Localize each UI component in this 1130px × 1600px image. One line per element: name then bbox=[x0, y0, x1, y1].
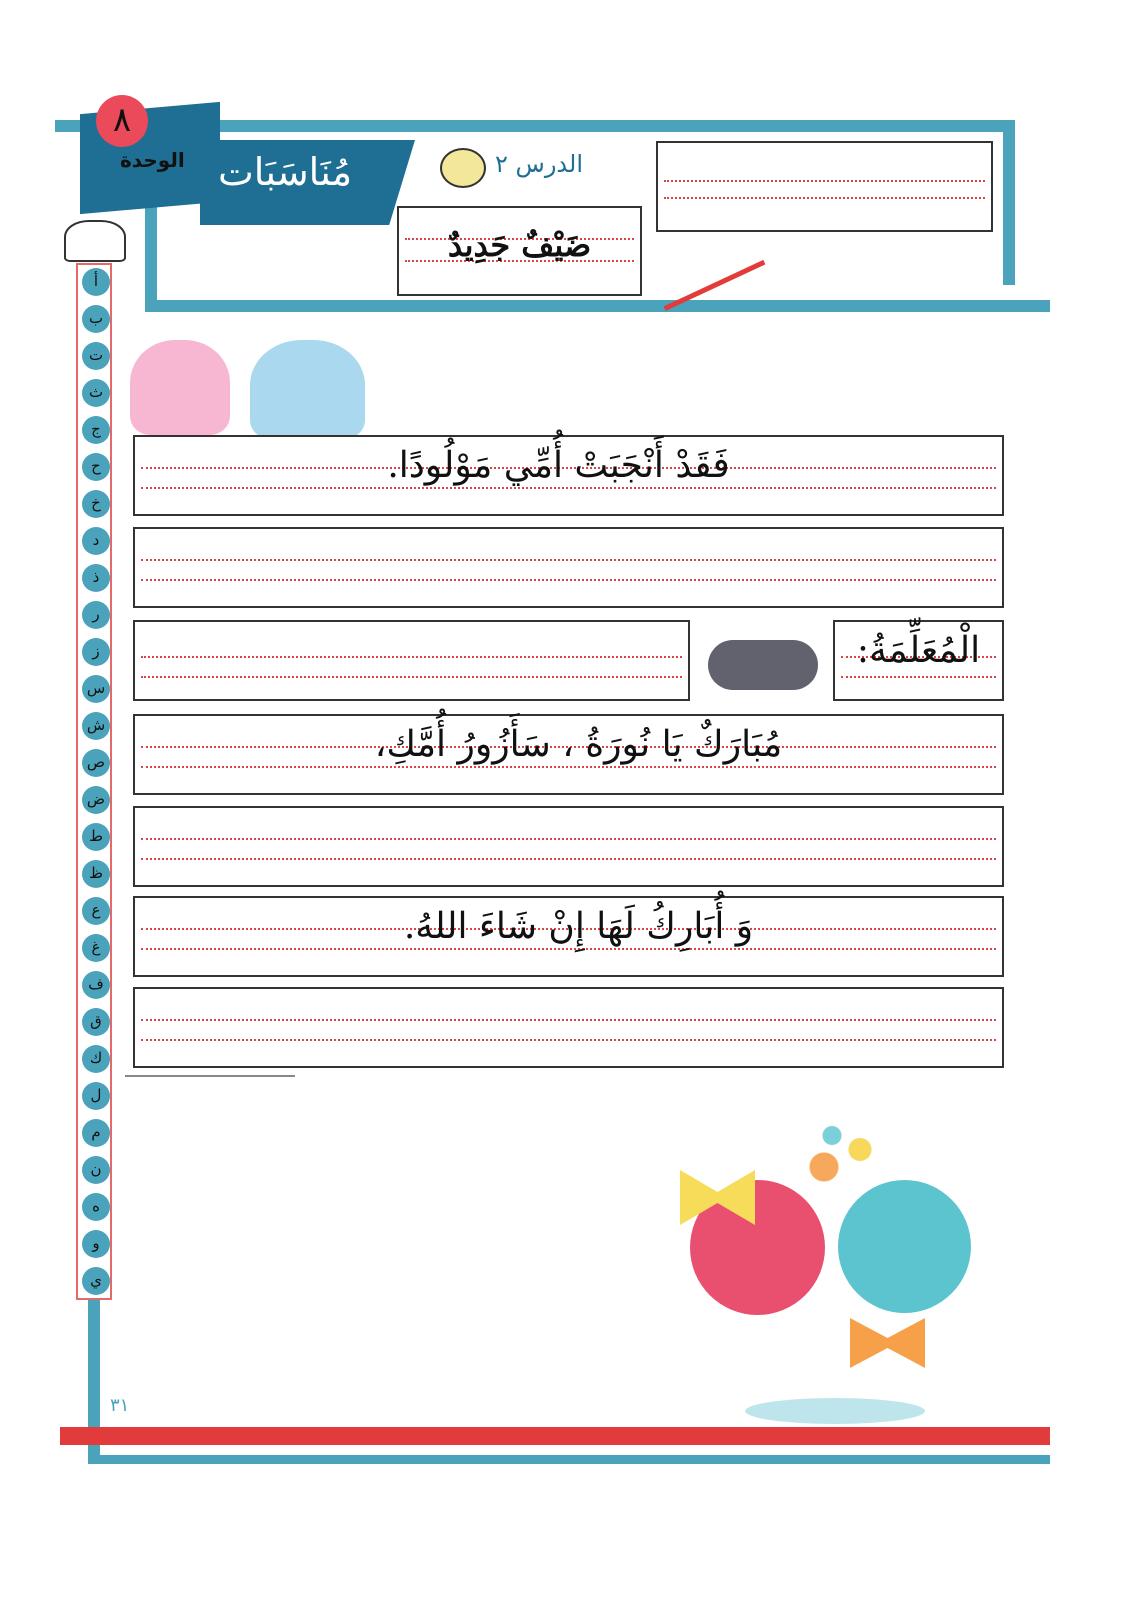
alphabet-letter: ك bbox=[82, 1045, 110, 1073]
unit-title: مُنَاسَبَات bbox=[218, 150, 353, 194]
alphabet-letter: ظ bbox=[82, 860, 110, 888]
blue-lollipop-icon bbox=[838, 1180, 971, 1313]
alphabet-letter: غ bbox=[82, 934, 110, 962]
alphabet-letter: ذ bbox=[82, 564, 110, 592]
footer-teal-bar bbox=[88, 1455, 1050, 1464]
lesson-title: ضَيْفٌ جَدِيدٌ bbox=[447, 226, 592, 264]
header-frame-bottom bbox=[145, 300, 1050, 312]
alphabet-letter: أ bbox=[82, 268, 110, 296]
alphabet-letter: ز bbox=[82, 638, 110, 666]
unit-label: الوحدة bbox=[120, 148, 185, 172]
alphabet-letter: ش bbox=[82, 712, 110, 740]
alphabet-letter: ه bbox=[82, 1193, 110, 1221]
cat-icon bbox=[64, 220, 126, 262]
writing-line-2[interactable] bbox=[133, 527, 1004, 608]
alphabet-letter: ن bbox=[82, 1156, 110, 1184]
alphabet-letter: ح bbox=[82, 453, 110, 481]
header-frame-right bbox=[1003, 120, 1015, 285]
name-field[interactable] bbox=[656, 141, 993, 232]
baby-clothes-illustration bbox=[125, 1075, 295, 1135]
babies-illustration-2 bbox=[250, 340, 365, 440]
bee-icon bbox=[440, 148, 486, 188]
alphabet-letter: ي bbox=[82, 1267, 110, 1295]
babies-illustration bbox=[130, 340, 230, 435]
alphabet-letter: ل bbox=[82, 1082, 110, 1110]
writing-line-1[interactable] bbox=[133, 435, 1004, 516]
alphabet-letter: ق bbox=[82, 1008, 110, 1036]
alphabet-letter: م bbox=[82, 1119, 110, 1147]
page-number: ٣١ bbox=[110, 1395, 130, 1416]
alphabet-letter: ض bbox=[82, 786, 110, 814]
lollipop-stand bbox=[745, 1398, 925, 1424]
orange-bow-icon bbox=[850, 1318, 925, 1368]
alphabet-letter: و bbox=[82, 1230, 110, 1258]
alphabet-letter: س bbox=[82, 675, 110, 703]
alphabet-letter: خ bbox=[82, 490, 110, 518]
alphabet-letter: ب bbox=[82, 305, 110, 333]
header-frame-left bbox=[145, 200, 157, 312]
footer-red-bar bbox=[60, 1427, 1050, 1445]
alphabet-letter: ث bbox=[82, 379, 110, 407]
writing-line-6[interactable] bbox=[133, 896, 1004, 977]
alphabet-letter: ر bbox=[82, 601, 110, 629]
growth-arrow-icon bbox=[645, 219, 766, 311]
hearts-icon bbox=[800, 1125, 880, 1195]
alphabet-letter: ط bbox=[82, 823, 110, 851]
writing-line-4[interactable] bbox=[133, 714, 1004, 795]
flying-teacher-icon bbox=[708, 640, 818, 690]
unit-number-badge: ٨ bbox=[96, 95, 148, 147]
lesson-title-box bbox=[397, 206, 642, 296]
sentence-3: وَ أُبَارِكُ لَهَا إِنْ شَاءَ اللهُ. bbox=[403, 906, 754, 947]
speaker-label: الْمُعَلِّمَةُ: bbox=[856, 630, 981, 671]
alphabet-letter: ف bbox=[82, 971, 110, 999]
writing-line-5[interactable] bbox=[133, 806, 1004, 887]
alphabet-letter: ع bbox=[82, 897, 110, 925]
alphabet-letter: ج bbox=[82, 416, 110, 444]
alphabet-letter: ت bbox=[82, 342, 110, 370]
alphabet-letter: د bbox=[82, 527, 110, 555]
speaker-box bbox=[833, 620, 1004, 701]
lesson-label: الدرس ٢ bbox=[495, 150, 583, 178]
writing-line-7[interactable] bbox=[133, 987, 1004, 1068]
writing-line-3[interactable] bbox=[133, 620, 690, 701]
sentence-1: فَقَدْ أَنْجَبَتْ أُمِّي مَوْلُودًا. bbox=[387, 445, 730, 486]
sentence-2: مُبَارَكٌ يَا نُورَةُ ، سَأَزُورُ أُمَّكِ، bbox=[374, 724, 783, 765]
alphabet-letter: ص bbox=[82, 749, 110, 777]
